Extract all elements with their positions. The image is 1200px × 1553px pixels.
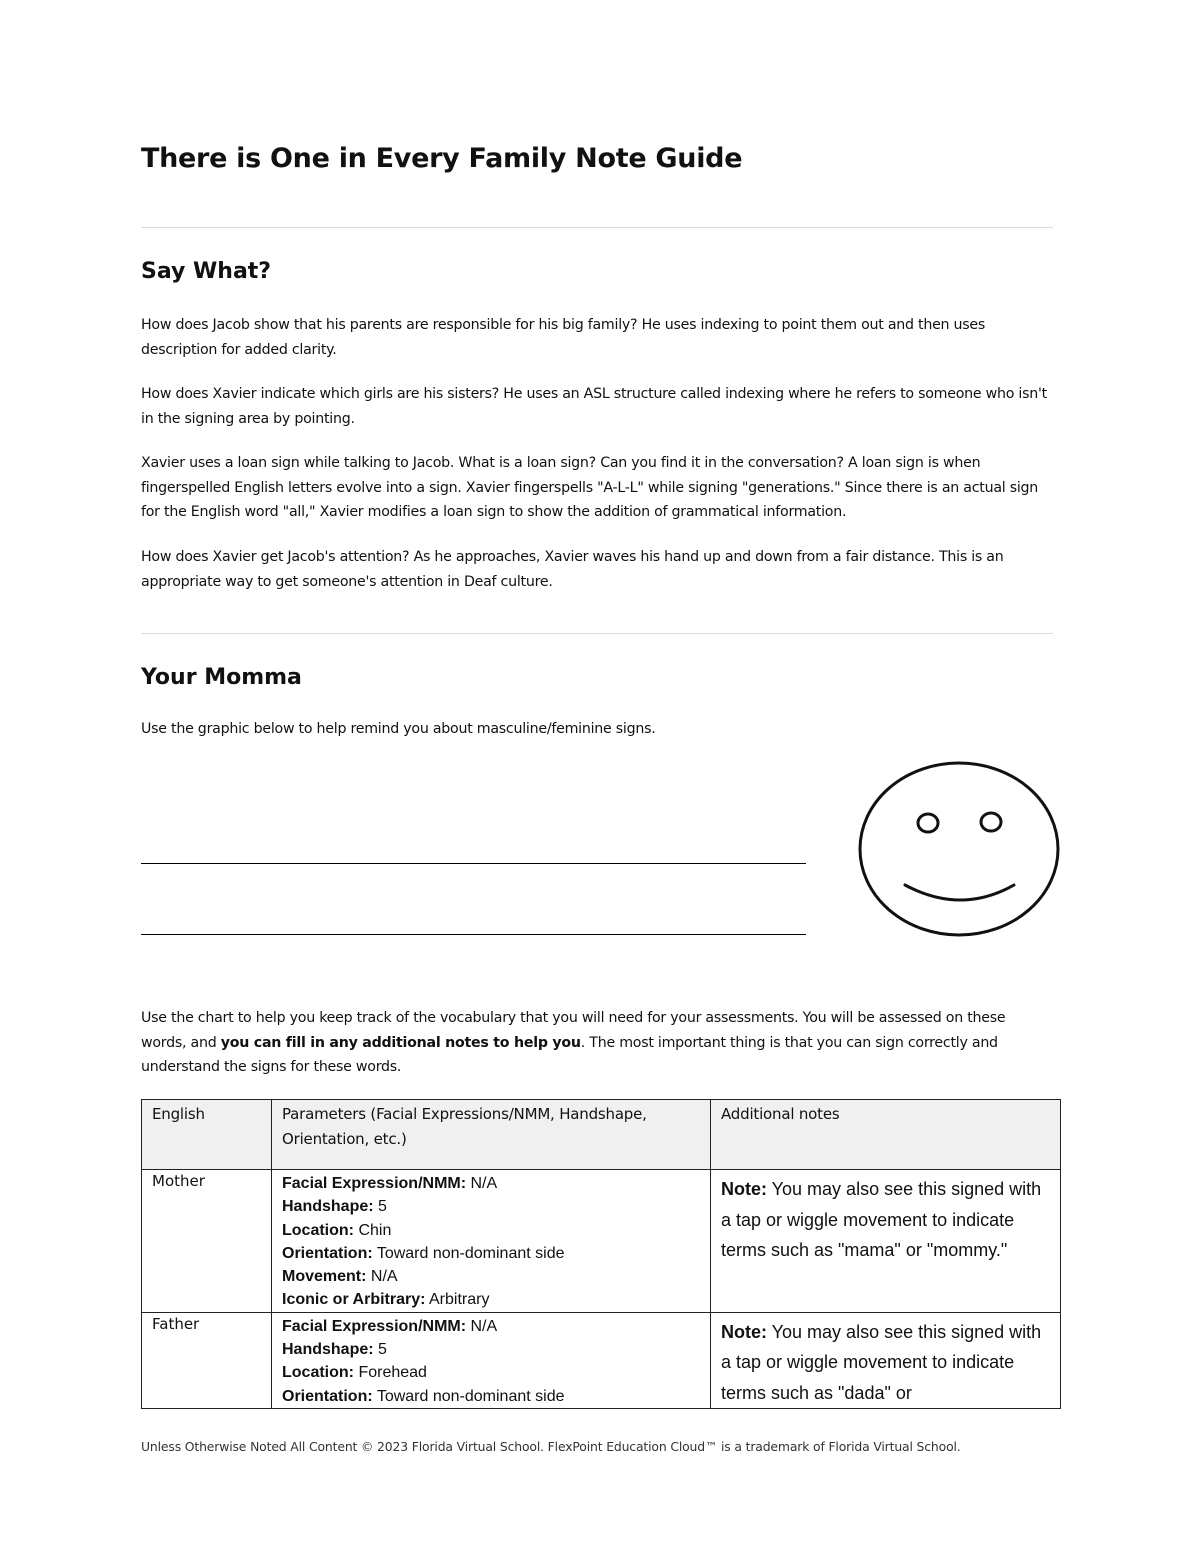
- param-orientation: Orientation: Toward non-dominant side: [282, 1387, 565, 1405]
- additional-notes-cell[interactable]: [711, 1170, 1061, 1313]
- section-heading-your-momma: Your Momma: [141, 665, 302, 690]
- chart-intro-text: Use the chart to help you keep track of the vocabulary that you will need for your assessments. You will be assessed on these words, and: [141, 1010, 1006, 1051]
- english-word: Father: [142, 1312, 272, 1409]
- param-iconic-arbitrary: Iconic or Arbitrary: Arbitrary: [282, 1291, 490, 1309]
- face-outline: [860, 763, 1058, 935]
- chart-intro: [141, 1006, 1053, 1080]
- param-movement: Movement: N/A: [282, 1268, 398, 1286]
- header-parameters: Parameters (Facial Expressions/NMM, Handshape, Orientation, etc.): [272, 1100, 711, 1170]
- paragraph-jacob-parents: How does Jacob show that his parents are responsible for his big family? He uses indexing to point them out and then uses description for added clarity.: [141, 317, 986, 358]
- divider: [141, 633, 1053, 634]
- smile-mouth: [905, 885, 1014, 900]
- chart-intro-text-end: . The most important thing is that you can sign correctly and understand the signs for these words.: [141, 1034, 998, 1075]
- note-label: Note:: [721, 1179, 767, 1199]
- table-row: [142, 1170, 1061, 1313]
- paragraph-attention: How does Xavier get Jacob's attention? As he approaches, Xavier waves his hand up and down from a fair distance. This is an appropriate way to get someone's attention in Deaf culture.: [141, 549, 1004, 590]
- left-eye: [918, 814, 938, 832]
- param-orientation: Orientation: Toward non-dominant side: [282, 1244, 565, 1262]
- param-handshape: Handshape: 5: [282, 1341, 387, 1359]
- paragraph-xavier-sisters: How does Xavier indicate which girls are his sisters? He uses an ASL structure called indexing where he refers to someone who isn't in the signing area by pointing.: [141, 386, 1047, 427]
- header-additional-notes: Additional notes: [711, 1100, 1061, 1170]
- note-text: You may also see this signed with a tap or wiggle movement to indicate terms such as "mama" or "mommy.": [721, 1179, 1042, 1260]
- graphic-intro: Use the graphic below to help remind you about masculine/feminine signs.: [141, 721, 656, 737]
- table-row: [142, 1312, 1061, 1409]
- param-facial-expression: Facial Expression/NMM: N/A: [282, 1317, 498, 1335]
- chart-intro-emphasis: you can fill in any additional notes to help you: [220, 1034, 581, 1051]
- right-eye: [981, 813, 1001, 831]
- parameters-cell: [272, 1170, 711, 1313]
- param-facial-expression: Facial Expression/NMM: N/A: [282, 1175, 498, 1192]
- vocabulary-table: [141, 1099, 1061, 1409]
- header-english: English: [142, 1100, 272, 1170]
- note-text: You may also see this signed with a tap or wiggle movement to indicate terms such as "dada" or: [721, 1321, 1042, 1403]
- page-title: There is One in Every Family Note Guide: [141, 143, 743, 174]
- param-handshape: Handshape: 5: [282, 1198, 387, 1216]
- answer-line-2[interactable]: [141, 934, 806, 935]
- additional-notes-cell[interactable]: [711, 1312, 1061, 1409]
- paragraph-loan-sign: Xavier uses a loan sign while talking to Jacob. What is a loan sign? Can you find it in the conversation? A loan sign is when fingerspelled English letters evolve into a sign. Xavier fingerspells "A-L-L" while signing "generations." Since there is an actual sign for the English word "all," Xavier modifies a loan sign to show the addition of grammatical information.: [141, 455, 1039, 520]
- note-label: Note:: [721, 1321, 767, 1342]
- smiley-face-graphic: [853, 757, 1065, 941]
- param-location: Location: Forehead: [282, 1364, 427, 1382]
- section-heading-say-what: Say What?: [141, 259, 272, 284]
- answer-line-1[interactable]: [141, 863, 806, 864]
- table-header-row: [142, 1100, 1061, 1170]
- english-word: Mother: [142, 1170, 272, 1313]
- copyright-footer: Unless Otherwise Noted All Content © 2023 Florida Virtual School. FlexPoint Education Cloud™ is a trademark of Florida Virtual School.: [141, 1439, 961, 1454]
- param-location: Location: Chin: [282, 1221, 392, 1239]
- parameters-cell: [272, 1312, 711, 1409]
- divider: [141, 227, 1053, 228]
